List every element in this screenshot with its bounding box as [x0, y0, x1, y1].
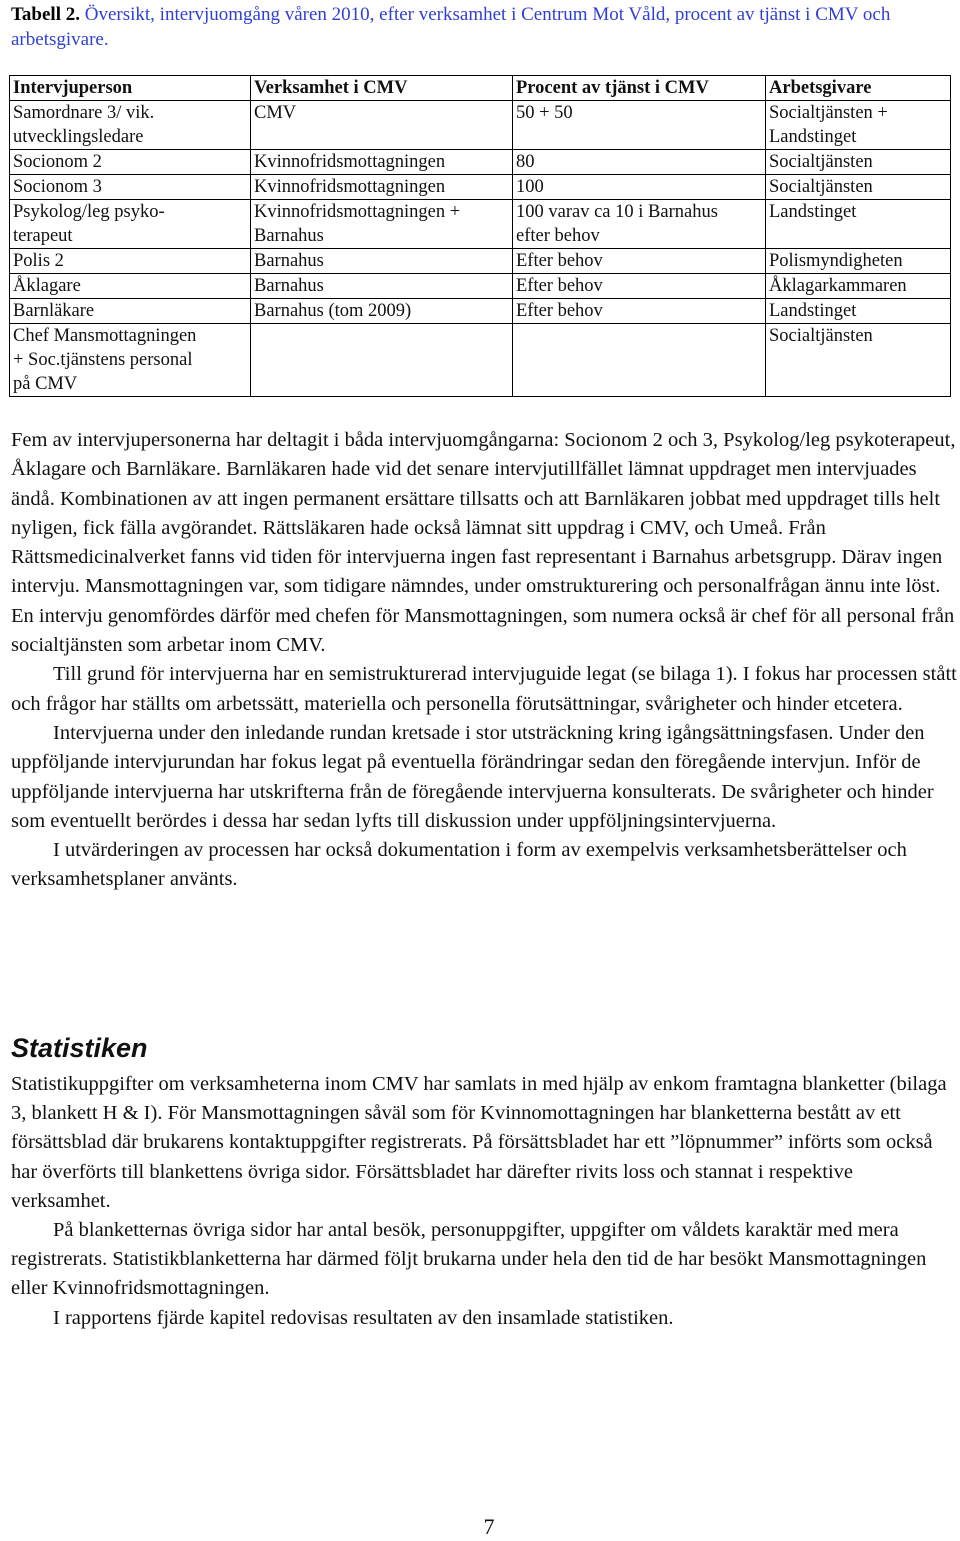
- table-cell: [513, 299, 766, 324]
- table-cell: [513, 274, 766, 299]
- body-text: [11, 426, 957, 895]
- table-cell: [10, 101, 251, 150]
- section-heading: Statistiken: [11, 1033, 148, 1063]
- paragraph: Statistikuppgifter om verksamheterna inom CMV har samlats in med hjälp av enkom framtagna blanketter (bilaga 3, blankett H & I). För Mansmottagningen såväl som för Kvinnomottagningen har blanketterna bestått av ett försättsblad där brukarens kontaktuppgifter registrerats. På försättsbladet har ett ”löpnummer” införts som också har överförts till blankettens övriga sidor. Försättsbladet har därefter rivits loss och stannat i respektive verksamhet.: [11, 1073, 947, 1212]
- table-cell: [513, 175, 766, 200]
- table-cell: [766, 274, 951, 299]
- cell-text: Åklagare: [13, 276, 81, 296]
- paragraph: Intervjuerna under den inledande rundan kretsade i stor utsträckning kring igångsättningsfasen. Under den uppföljande intervjurundan har fokus legat på eventuella förändringar sedan den föregående intervjun. Inför de uppföljande intervjuerna har utskrifterna från de föregående intervjuerna konsulterats. De svårigheter och hinder som eventuellt berördes i dessa har sedan lyfts till diskussion under uppföljningsintervjuerna.: [11, 721, 934, 832]
- cell-text: 80: [516, 152, 535, 172]
- page-number: 7: [483, 1514, 495, 1539]
- table-row: [10, 150, 951, 175]
- cell-text: Landstinget: [769, 301, 857, 321]
- cell-text: Efter behov: [516, 301, 603, 321]
- table-header-row: [10, 76, 951, 101]
- table-caption-text: Översikt, intervjuomgång våren 2010, efter verksamhet i Centrum Mot Våld, procent av tjänst i CMV och arbetsgivare.: [11, 4, 891, 50]
- cell-text: CMV: [254, 103, 297, 123]
- table-cell: [251, 200, 513, 249]
- cell-text: Samordnare 3/ vik. utvecklingsledare: [13, 103, 155, 147]
- cell-text: 50 + 50: [516, 103, 573, 123]
- cell-text: 100: [516, 177, 544, 197]
- interview-table: [9, 75, 951, 397]
- paragraph: I rapportens fjärde kapitel redovisas resultaten av den insamlade statistiken.: [53, 1306, 674, 1329]
- section-body: [11, 1070, 957, 1333]
- table-cell: [10, 175, 251, 200]
- table-cell: [10, 274, 251, 299]
- cell-text: Åklagarkammaren: [769, 276, 907, 296]
- table-cell: [766, 101, 951, 150]
- table-cell: [766, 200, 951, 249]
- table-cell: [251, 299, 513, 324]
- table-cell: [10, 324, 251, 397]
- header-arbetsgivare: Arbetsgivare: [766, 76, 951, 101]
- table-cell: [251, 150, 513, 175]
- cell-text: Barnahus (tom 2009): [254, 301, 412, 321]
- table-row: [10, 101, 951, 150]
- table-cell: [513, 324, 766, 397]
- table-row: [10, 324, 951, 397]
- cell-text: Barnahus: [254, 251, 324, 271]
- table-cell: [10, 150, 251, 175]
- cell-text: Kvinnofridsmottagningen: [254, 177, 446, 197]
- cell-text: Landstinget: [769, 202, 857, 222]
- table-row: [10, 200, 951, 249]
- header-verksamhet: Verksamhet i CMV: [251, 76, 513, 101]
- cell-text: Efter behov: [516, 251, 603, 271]
- table-row: [10, 249, 951, 274]
- table-cell: [251, 101, 513, 150]
- cell-text: Kvinnofridsmottagningen + Barnahus: [254, 202, 461, 246]
- paragraph: På blanketternas övriga sidor har antal besök, personuppgifter, uppgifter om våldets karaktär med mera registrerats. Statistikblanketterna har därmed följt brukarna under hela den tid de har besökt Mansmottagningen eller Kvinnofridsmottagningen.: [11, 1219, 927, 1300]
- cell-text: Efter behov: [516, 276, 603, 296]
- table-cell: [10, 299, 251, 324]
- table-row: [10, 274, 951, 299]
- table-row: [10, 299, 951, 324]
- table-cell: [766, 249, 951, 274]
- table-cell: [251, 249, 513, 274]
- table-cell: [251, 175, 513, 200]
- table-cell: [766, 299, 951, 324]
- cell-text: Polis 2: [13, 251, 64, 271]
- cell-text: Socialtjänsten + Landstinget: [769, 103, 888, 147]
- header-procent: Procent av tjänst i CMV: [513, 76, 766, 101]
- table-caption-label: Tabell 2.: [11, 4, 80, 25]
- table-cell: [251, 324, 513, 397]
- cell-text: Socialtjänsten: [769, 326, 873, 346]
- table-cell: [513, 101, 766, 150]
- cell-text: Polismyndigheten: [769, 251, 903, 271]
- paragraph: Till grund för intervjuerna har en semistrukturerad intervjuguide legat (se bilaga 1). I fokus har processen stått och frågor har ställts om arbetssätt, materiella och personella förutsättningar, svårigheter och hinder etcetera.: [11, 663, 957, 715]
- table-cell: [10, 200, 251, 249]
- cell-text: Kvinnofridsmottagningen: [254, 152, 446, 172]
- table-cell: [513, 249, 766, 274]
- cell-text: Socionom 2: [13, 152, 102, 172]
- table-cell: [10, 249, 251, 274]
- table-cell: [766, 150, 951, 175]
- table-row: [10, 175, 951, 200]
- paragraph: I utvärderingen av processen har också dokumentation i form av exempelvis verksamhetsberättelser och verksamhetsplaner använts.: [11, 839, 907, 891]
- section-statistiken: [11, 1030, 957, 1333]
- cell-text: Psykolog/leg psyko- terapeut: [13, 202, 165, 246]
- table-cell: [766, 175, 951, 200]
- cell-text: Barnahus: [254, 276, 324, 296]
- cell-text: Socionom 3: [13, 177, 102, 197]
- cell-text: Chef Mansmottagningen + Soc.tjänstens personal på CMV: [13, 326, 197, 394]
- table-cell: [251, 274, 513, 299]
- table-cell: [513, 200, 766, 249]
- paragraph: Fem av intervjupersonerna har deltagit i båda intervjuomgångarna: Socionom 2 och 3, Psykolog/leg psykoterapeut, Åklagare och Barnläkare. Barnläkaren hade vid det senare intervjutillfället lämnat uppdraget men intervjuades ändå. Kombinationen av att ingen permanent ersättare tillsatts och att Barnläkaren jobbat med uppdraget tills helt nyligen, fick fälla avgörandet. Rättsläkaren hade också lämnat sitt uppdrag i CMV, och Umeå. Från Rättsmedicinalverket fanns vid tiden för intervjuerna ingen fast representant i Barnahus arbetsgrupp. Därav ingen intervju. Mansmottagningen var, som tidigare nämndes, under omstrukturering och personalfrågan ännu inte löst. En intervju genomfördes därför med chefen för Mansmottagningen, som numera också är chef för all personal från socialtjänsten som arbetar inom CMV.: [11, 429, 956, 657]
- cell-text: 100 varav ca 10 i Barnahus efter behov: [516, 202, 718, 246]
- cell-text: Socialtjänsten: [769, 152, 873, 172]
- cell-text: Socialtjänsten: [769, 177, 873, 197]
- table-cell: [766, 324, 951, 397]
- cell-text: Barnläkare: [13, 301, 95, 321]
- header-intervjuperson: Intervjuperson: [10, 76, 251, 101]
- table-caption: [11, 2, 951, 52]
- table-cell: [513, 150, 766, 175]
